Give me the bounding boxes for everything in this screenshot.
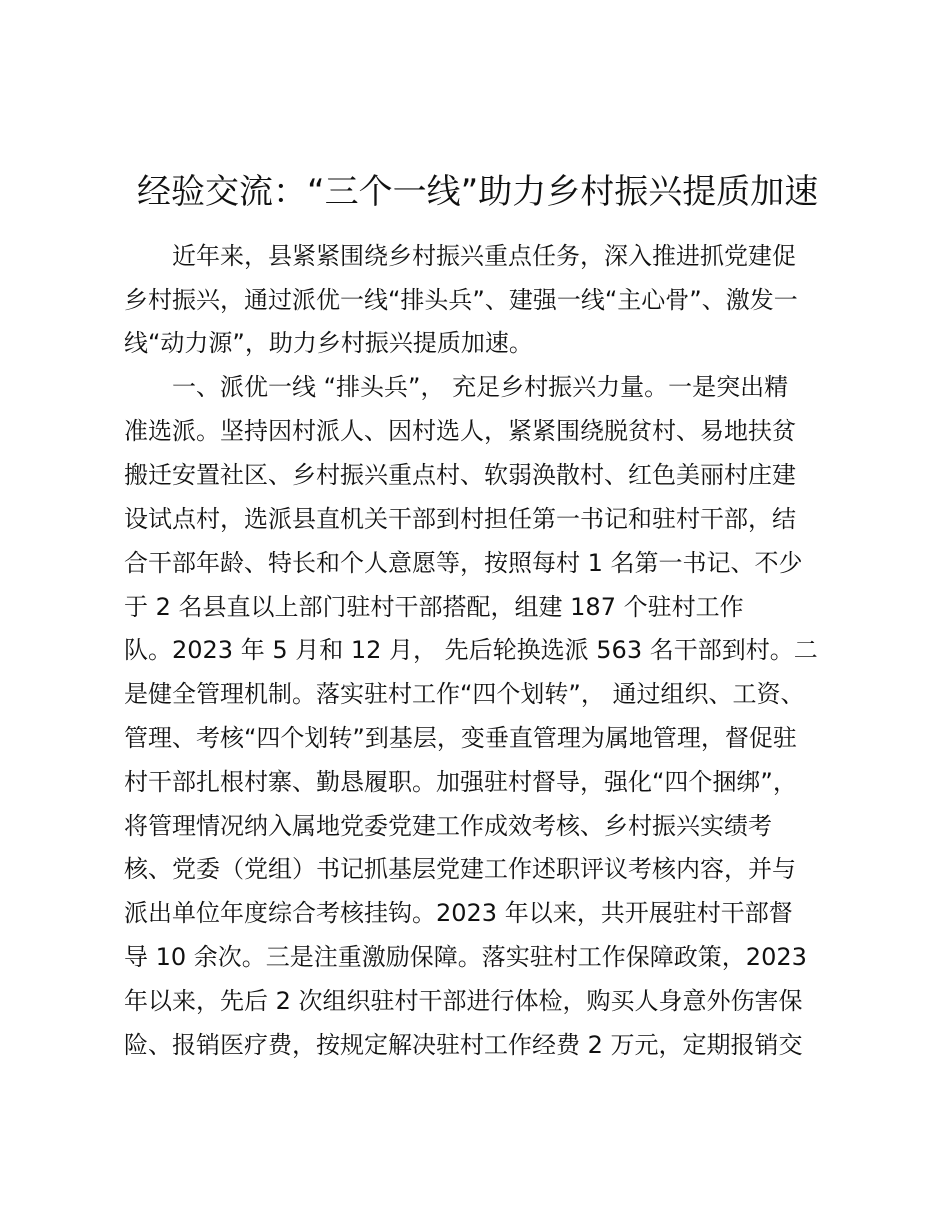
paragraph-line: 线“动力源”，助力乡村振兴提质加速。: [124, 329, 533, 357]
paragraph-line: 险、报销医疗费，按规定解决驻村工作经费 2 万元，定期报销交: [124, 1031, 803, 1059]
section-heading-line: 一、派优一线 “排头兵”， 充足乡村振兴力量。一是突出精: [172, 373, 789, 401]
paragraph-line: 派出单位年度综合考核挂钩。2023 年以来，共开展驻村干部督: [124, 899, 793, 927]
paragraph-line: 于 2 名县直以上部门驻村干部搭配，组建 187 个驻村工作: [124, 593, 744, 621]
paragraph-line: 村干部扎根村寨、勤恳履职。加强驻村督导，强化“四个捆绑”，: [124, 768, 797, 796]
paragraph-line: 搬迁安置社区、乡村振兴重点村、软弱涣散村、红色美丽村庄建: [124, 461, 796, 489]
paragraph-line: 是健全管理机制。落实驻村工作“四个划转”， 通过组织、工资、: [124, 680, 805, 708]
paragraph-line: 年以来，先后 2 次组织驻村干部进行体检，购买人身意外伤害保: [124, 987, 803, 1015]
paragraph-line: 导 10 余次。三是注重激励保障。落实驻村工作保障政策，2023: [124, 943, 807, 971]
paragraph-line: 将管理情况纳入属地党委党建工作成效考核、乡村振兴实绩考: [124, 812, 772, 840]
paragraph-line: 设试点村，选派县直机关干部到村担任第一书记和驻村干部，结: [124, 505, 796, 533]
document-title: 经验交流：“三个一线”助力乡村振兴提质加速: [137, 172, 819, 212]
paragraph-line: 核、党委（党组）书记抓基层党建工作述职评议考核内容，并与: [124, 855, 796, 883]
paragraph-line: 近年来，县紧紧围绕乡村振兴重点任务，深入推进抓党建促: [172, 242, 796, 270]
paragraph-line: 合干部年龄、特长和个人意愿等，按照每村 1 名第一书记、不少: [124, 549, 803, 577]
paragraph-line: 管理、考核“四个划转”到基层，变垂直管理为属地管理，督促驻: [124, 724, 797, 752]
paragraph-line: 准选派。坚持因村派人、因村选人，紧紧围绕脱贫村、易地扶贫: [124, 417, 796, 445]
paragraph-line: 队。2023 年 5 月和 12 月， 先后轮换选派 563 名干部到村。二: [124, 636, 818, 664]
paragraph-line: 乡村振兴，通过派优一线“排头兵”、建强一线“主心骨”、激发一: [124, 286, 798, 314]
